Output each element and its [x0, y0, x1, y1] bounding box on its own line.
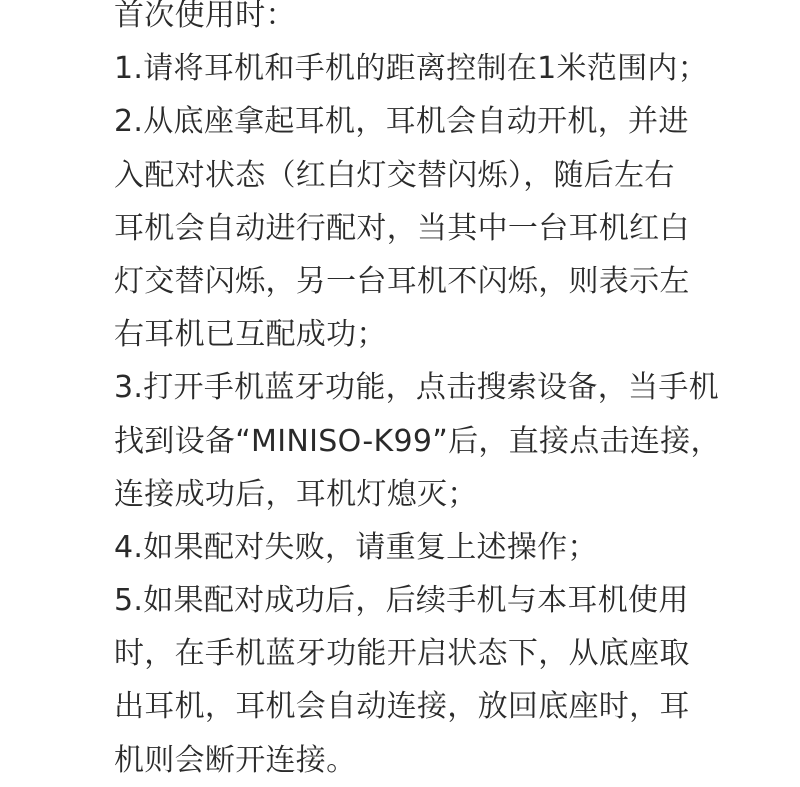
instruction-step-5-line-3: 出耳机，耳机会自动连接，放回底座时，耳: [114, 689, 690, 725]
instruction-step-5-line-1: 5.如果配对成功后，后续手机与本耳机使用: [114, 583, 689, 619]
instruction-step-5-line-4: 机则会断开连接。: [114, 742, 357, 778]
instruction-step-5-line-2: 时，在手机蓝牙功能开启状态下，从底座取: [114, 636, 690, 672]
instruction-step-1: 1.请将耳机和手机的距离控制在1米范围内；: [114, 51, 709, 87]
instruction-text-block: [114, 0, 754, 787]
instruction-step-2-line-3: 耳机会自动进行配对，当其中一台耳机红白: [114, 210, 690, 246]
section-heading: 首次使用时：: [114, 0, 296, 33]
instruction-step-2-line-2: 入配对状态（红白灯交替闪烁），随后左右: [114, 157, 675, 193]
instruction-step-4: 4.如果配对失败，请重复上述操作；: [114, 529, 598, 565]
instruction-step-2-line-5: 右耳机已互配成功；: [114, 317, 387, 353]
instruction-step-3-line-2: 找到设备“MINISO-K99”后，直接点击连接，: [114, 423, 721, 459]
instruction-step-3-line-3: 连接成功后，耳机灯熄灭；: [114, 476, 478, 512]
instruction-step-3-line-1: 3.打开手机蓝牙功能，点击搜索设备，当手机: [114, 370, 719, 406]
instruction-step-2-line-1: 2.从底座拿起耳机，耳机会自动开机，并进: [114, 104, 689, 140]
instruction-step-2-line-4: 灯交替闪烁，另一台耳机不闪烁，则表示左: [114, 263, 690, 299]
